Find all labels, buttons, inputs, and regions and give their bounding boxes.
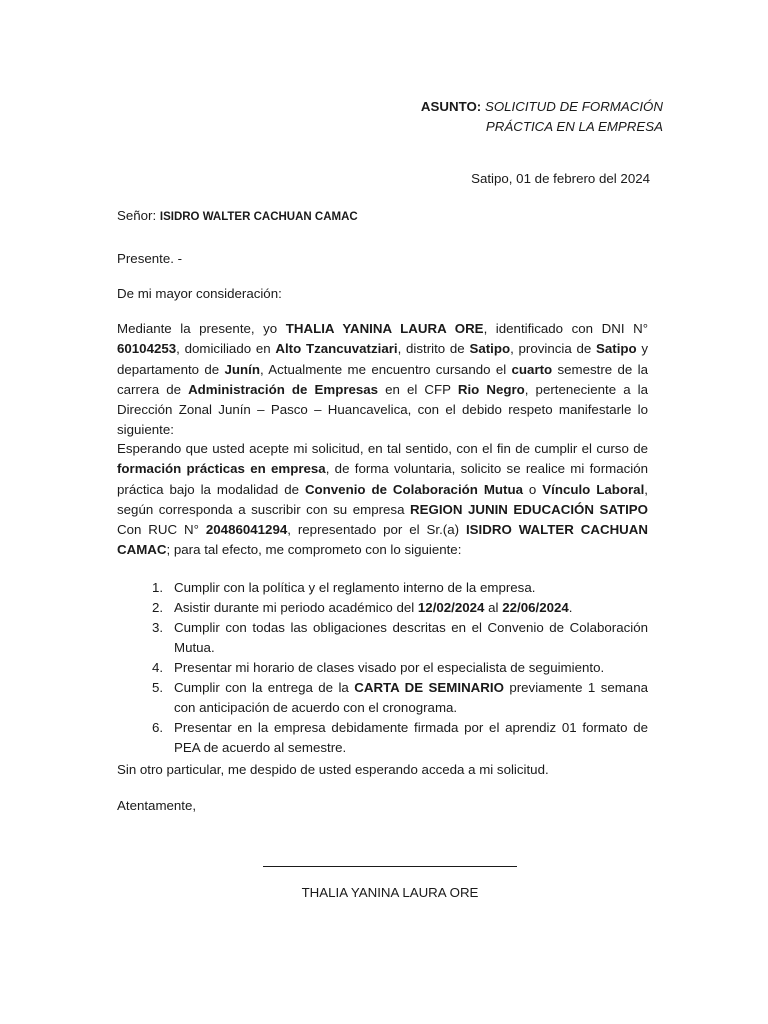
bold-text: Administración de Empresas [188, 381, 379, 397]
subject-label: ASUNTO: [420, 99, 482, 114]
text-run: semestre de la carrera de [117, 361, 648, 397]
text-run: , domiciliado en [176, 341, 276, 357]
text-run: . [568, 600, 573, 615]
list-item-number: 6. [152, 720, 164, 735]
text-run: Mediante la presente, yo [117, 321, 286, 336]
list-item-number: 4. [152, 660, 164, 675]
text-run: Esperando que usted acepte mi solicitud, en tal sentido, con el fin de cumplir el curso de [117, 441, 648, 456]
text-run: al [484, 600, 503, 615]
text-run: previamente 1 semana con anticipación de acuerdo con el cronograma. [174, 680, 648, 715]
signature-name: THALIA YANINA LAURA ORE [301, 885, 479, 900]
text-run: Cumplir con la entrega de la [174, 680, 355, 695]
sign-off: Atentamente, [117, 798, 197, 813]
text-run: Presentar en la empresa debidamente firmada por el aprendiz 01 formato de PEA de acuerdo al semestre. [174, 720, 648, 755]
subject-text-1: SOLICITUD DE FORMACIÓN [484, 99, 663, 114]
list-item [152, 718, 648, 758]
addressee [117, 206, 358, 227]
bold-text: CARTA DE SEMINARIO [354, 680, 504, 695]
bold-text: Convenio de Colaboración Mutua [304, 481, 523, 497]
body-paragraph-1 [117, 319, 648, 441]
list-item-number: 3. [152, 620, 164, 635]
salutation: De mi mayor consideración: [117, 286, 282, 301]
bold-text: Satipo [596, 341, 637, 357]
bold-text: cuarto [511, 361, 553, 377]
subject-line-2 [421, 117, 663, 137]
closing-line: Sin otro particular, me despido de usted esperando acceda a mi solicitud. [117, 762, 549, 777]
bold-text: 22/06/2024 [502, 600, 569, 615]
bold-text: 20486041294 [205, 522, 288, 538]
list-item [152, 658, 648, 678]
bold-text: REGION JUNIN EDUCACIÓN SATIPO [410, 501, 649, 517]
text-run: Asistir durante mi periodo académico del [174, 600, 418, 615]
text-run: Con RUC N° [117, 522, 206, 538]
body-paragraph-2 [117, 439, 648, 561]
bold-text: Junín [224, 361, 260, 377]
bold-text: Satipo [469, 341, 511, 357]
list-item [152, 578, 648, 598]
bold-text: THALIA YANINA LAURA ORE [285, 321, 484, 336]
text-run: , representado por el Sr.(a) [287, 522, 466, 538]
addressee-name: ISIDRO WALTER CACHUAN CAMAC [159, 211, 358, 223]
text-run: , de forma voluntaria, solicito se realice mi formación práctica bajo la modalidad de [117, 461, 648, 497]
text-run: y departamento de [117, 341, 649, 377]
text-run: ; para tal efecto, me comprometo con lo siguiente: [166, 542, 462, 558]
text-run: Cumplir con la política y el reglamento interno de la empresa. [174, 580, 536, 595]
text-run: , identificado con DNI N° [483, 321, 649, 336]
list-item [152, 598, 648, 618]
text-run: , Actualmente me encuentro cursando el [259, 361, 512, 377]
text-run: , perteneciente a la Dirección Zonal Junín – Pasco – Huancavelica, con el debido respeto manifestarle lo siguiente: [117, 381, 649, 438]
list-item-number: 1. [152, 580, 164, 595]
bold-text: ISIDRO WALTER CACHUAN CAMAC [117, 522, 648, 558]
bold-text: formación prácticas en empresa [117, 461, 326, 477]
list-item [152, 618, 648, 658]
text-run: , provincia de [510, 341, 596, 357]
subject-block [421, 97, 663, 137]
text-run: en el CFP [378, 381, 458, 397]
list-item-number: 5. [152, 680, 164, 695]
text-run: Cumplir con todas las obligaciones descritas en el Convenio de Colaboración Mutua. [174, 620, 648, 655]
text-run: Presentar mi horario de clases visado por el especialista de seguimiento. [174, 660, 605, 675]
letter-date: Satipo, 01 de febrero del 2024 [471, 171, 650, 186]
bold-text: 60104253 [117, 341, 177, 357]
text-run: , según corresponda a suscribir con su empresa [117, 481, 648, 517]
bold-text: Rio Negro [457, 381, 525, 397]
addressee-label: Señor: [117, 208, 157, 223]
bold-text: 12/02/2024 [417, 600, 485, 615]
bold-text: Alto Tzancuvatziari [275, 341, 398, 357]
text-run: o [522, 481, 543, 497]
signature-line [263, 866, 517, 867]
list-item [152, 678, 648, 718]
presente-line: Presente. - [117, 251, 183, 266]
text-run: , distrito de [397, 341, 470, 357]
list-item-number: 2. [152, 600, 164, 615]
subject-text-2: PRÁCTICA EN LA EMPRESA [485, 119, 663, 134]
subject-line-1 [421, 97, 663, 117]
bold-text: Vínculo Laboral [542, 481, 645, 497]
commitments-list [117, 578, 648, 758]
